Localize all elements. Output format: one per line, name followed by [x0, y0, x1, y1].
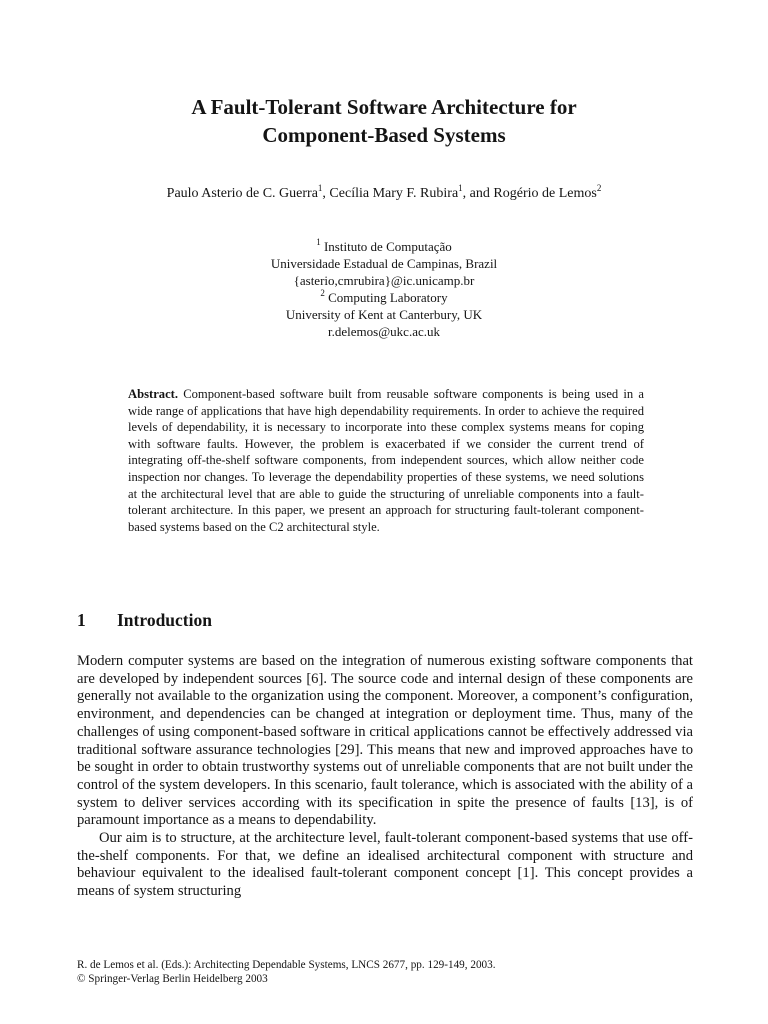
page-footer [77, 958, 496, 986]
section-title: Introduction [117, 610, 212, 630]
body-text [77, 653, 693, 901]
abstract [128, 386, 644, 535]
author-affiliation-mark: 2 [596, 183, 602, 193]
affiliation-2-university: University of Kent at Canterbury, UK [285, 307, 483, 322]
affiliation-2-mark: 2 [320, 288, 325, 298]
affiliation-1-university: Universidade Estadual de Campinas, Brazil [270, 256, 498, 271]
author-affiliation-mark: 1 [458, 183, 463, 193]
abstract-label: Abstract. [128, 387, 179, 401]
footer-copyright: © Springer-Verlag Berlin Heidelberg 2003 [77, 973, 268, 985]
paper-title [0, 93, 768, 149]
author-list [0, 184, 768, 204]
paper-title-line-1: A Fault-Tolerant Software Architecture for [191, 95, 577, 119]
author-separator: , and [462, 186, 494, 201]
footer-citation: R. de Lemos et al. (Eds.): Architecting Dependable Systems, LNCS 2677, pp. 129-149, 2003. [77, 959, 496, 971]
author-name: Rogério de Lemos [493, 186, 597, 201]
author-name: Cecília Mary F. Rubira [329, 186, 459, 201]
affiliation-1-email: {asterio,cmrubira}@ic.unicamp.br [293, 273, 475, 288]
abstract-text: Component-based software built from reusable software components is being used in a wide range of applications that have high dependability requirements. In order to achieve the required levels of dependability, it is necessary to incorporate into these complex systems means for coping with software faults. However, the problem is exacerbated if we consider the current trend of integrating off-the-shelf software components, from independent sources, which allow neither code inspection nor changes. To leverage the dependability properties of these systems, we need solutions at the architectural level that are able to guide the structuring of unreliable components into a fault-tolerant architecture. In this paper, we present an approach for structuring fault-tolerant component-based systems based on the C2 architectural style. [128, 387, 644, 534]
affiliation-2-email: r.delemos@ukc.ac.uk [328, 324, 440, 339]
paper-title-line-2: Component-Based Systems [262, 123, 506, 147]
author-affiliation-mark: 1 [317, 183, 323, 193]
section-heading [77, 608, 212, 632]
body-paragraph-2: Our aim is to structure, at the architecture level, fault-tolerant component-based systems that use off-the-shelf components. For that, we define an idealised architectural component with structure and behaviour equivalent to the idealised fault-tolerant component concept [1]. This concept provides a means of system structuring [77, 830, 693, 900]
author-name: Paulo Asterio de C. Guerra [166, 186, 318, 201]
affiliations [0, 238, 768, 340]
author-separator: , [322, 186, 330, 201]
body-paragraph-1: Modern computer systems are based on the integration of numerous existing software components that are developed by independent sources [6]. The source code and internal design of these components are generally not available to the organization using the component. Moreover, a component’s configuration, environment, and dependencies can be changed at integration or deployment time. Thus, many of the challenges of using component-based software in critical applications cannot be effectively addressed via traditional software assurance technologies [29]. This means that new and improved approaches have to be sought in order to obtain trustworthy systems out of unreliable components that are not built under the control of the system developers. In this scenario, fault tolerance, which is associated with the ability of a system to deliver services according with its specification in spite the presence of faults [13], is of paramount importance as a means to dependability. [77, 653, 693, 829]
affiliation-1-name: $^1$ Instituto de Computação [316, 237, 452, 254]
section-number: 1 [77, 610, 86, 630]
affiliation-2-name: $^2$ Computing Laboratory [320, 288, 448, 305]
affiliation-1-mark: 1 [316, 237, 321, 247]
